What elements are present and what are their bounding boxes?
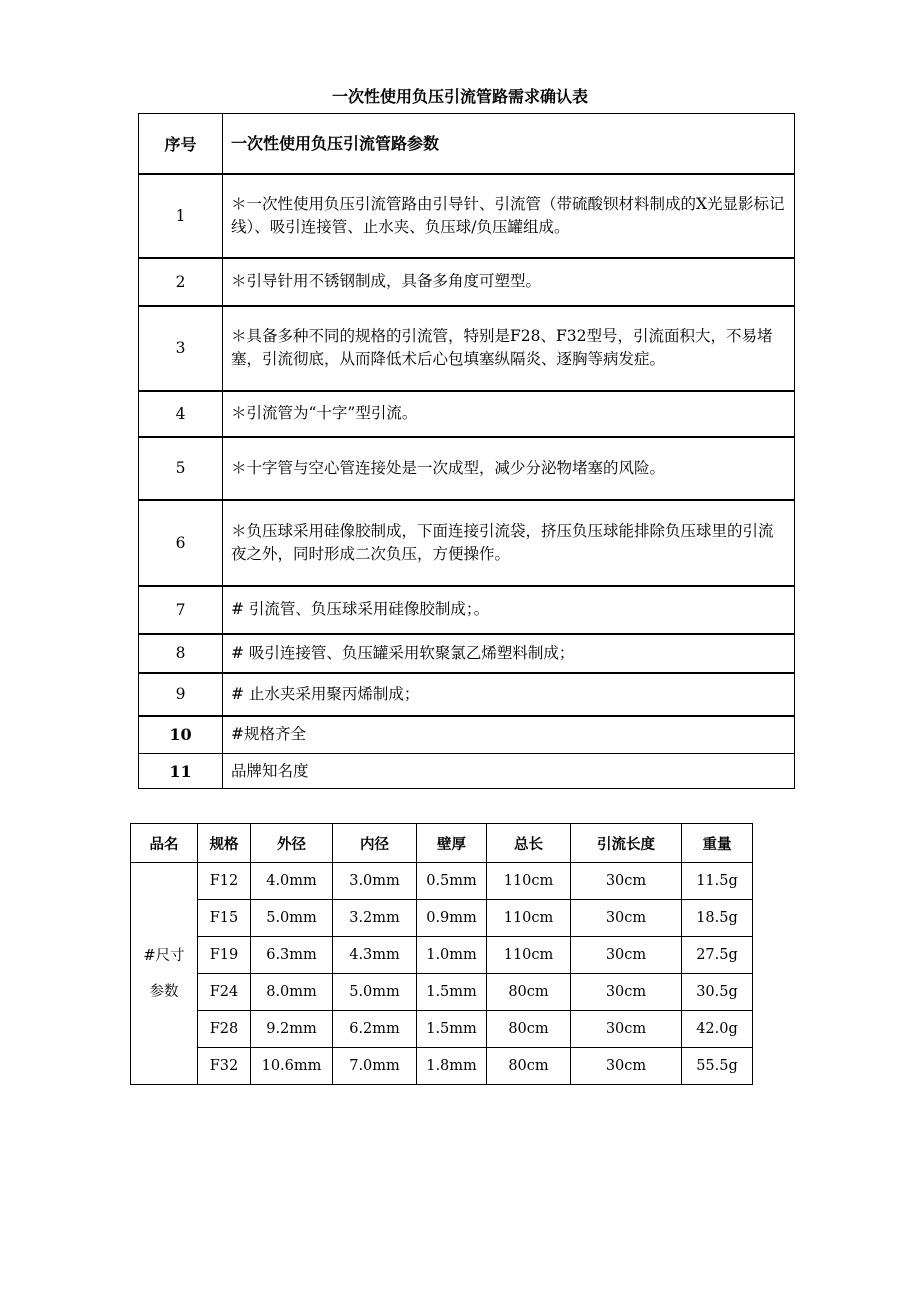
cell-wall-thickness: 1.5mm [417, 1011, 487, 1048]
cell-drainage-length: 30cm [571, 900, 682, 937]
cell-total-length: 110cm [487, 937, 571, 974]
row-text: ＊引导针用不锈钢制成，具备多角度可塑型。 [223, 258, 795, 306]
row-text: ＊一次性使用负压引流管路由引导针、引流管（带硫酸钡材料制成的X光显影标记线）、吸引连接管、止水夹、负压球/负压罐组成。 [223, 174, 795, 258]
row-number: 1 [139, 174, 223, 258]
row-text: # 引流管、负压球采用硅像胶制成；。 [223, 586, 795, 634]
table-row [139, 716, 795, 754]
cell-total-length: 110cm [487, 863, 571, 900]
page-title: 一次性使用负压引流管路需求确认表 [331, 87, 588, 106]
header-param: 一次性使用负压引流管路参数 [223, 114, 795, 174]
table-row [139, 634, 795, 673]
header-drainage-length: 引流长度 [571, 824, 682, 863]
cell-wall-thickness: 1.8mm [417, 1048, 487, 1085]
cell-weight: 11.5g [682, 863, 753, 900]
cell-total-length: 80cm [487, 1011, 571, 1048]
cell-outer-diameter: 8.0mm [251, 974, 333, 1011]
header-wall-thickness: 壁厚 [417, 824, 487, 863]
cell-total-length: 110cm [487, 900, 571, 937]
table-header-row [139, 114, 795, 174]
cell-wall-thickness: 0.5mm [417, 863, 487, 900]
cell-inner-diameter: 5.0mm [333, 974, 417, 1011]
size-row [131, 900, 753, 937]
header-inner-diameter: 内径 [333, 824, 417, 863]
cell-drainage-length: 30cm [571, 937, 682, 974]
row-number: 4 [139, 391, 223, 437]
cell-inner-diameter: 4.3mm [333, 937, 417, 974]
size-parameters-table [130, 823, 753, 1085]
cell-drainage-length: 30cm [571, 863, 682, 900]
size-row [131, 937, 753, 974]
cell-inner-diameter: 3.0mm [333, 863, 417, 900]
header-total-length: 总长 [487, 824, 571, 863]
row-text: #规格齐全 [223, 716, 795, 754]
cell-outer-diameter: 10.6mm [251, 1048, 333, 1085]
cell-outer-diameter: 9.2mm [251, 1011, 333, 1048]
row-number: 10 [139, 716, 223, 754]
table-row [139, 586, 795, 634]
requirements-table [138, 113, 795, 789]
row-number: 7 [139, 586, 223, 634]
size-row [131, 863, 753, 900]
table-row [139, 174, 795, 258]
cell-weight: 27.5g [682, 937, 753, 974]
cell-spec: F32 [198, 1048, 251, 1085]
group-label-line2: 参数 [149, 983, 179, 1000]
cell-wall-thickness: 1.5mm [417, 974, 487, 1011]
size-row [131, 1011, 753, 1048]
table-row [139, 500, 795, 586]
row-number: 6 [139, 500, 223, 586]
size-row [131, 1048, 753, 1085]
cell-spec: F15 [198, 900, 251, 937]
cell-spec: F24 [198, 974, 251, 1011]
row-text: 品牌知名度 [223, 754, 795, 789]
row-text: # 吸引连接管、负压罐采用软聚氯乙烯塑料制成； [223, 634, 795, 673]
cell-drainage-length: 30cm [571, 1011, 682, 1048]
row-number: 3 [139, 306, 223, 391]
header-weight: 重量 [682, 824, 753, 863]
row-text: ＊具备多种不同的规格的引流管，特别是F28、F32型号，引流面积大，不易堵塞，引流彻底，从而降低术后心包填塞纵隔炎、逐胸等病发症。 [223, 306, 795, 391]
size-table-header [131, 824, 753, 863]
row-text: ＊引流管为“十字”型引流。 [223, 391, 795, 437]
cell-spec: F28 [198, 1011, 251, 1048]
cell-wall-thickness: 0.9mm [417, 900, 487, 937]
cell-spec: F12 [198, 863, 251, 900]
cell-outer-diameter: 5.0mm [251, 900, 333, 937]
cell-inner-diameter: 3.2mm [333, 900, 417, 937]
row-number: 2 [139, 258, 223, 306]
row-number: 9 [139, 673, 223, 716]
cell-total-length: 80cm [487, 974, 571, 1011]
row-text: ＊负压球采用硅像胶制成，下面连接引流袋，挤压负压球能排除负压球里的引流夜之外，同时形成二次负压，方便操作。 [223, 500, 795, 586]
header-spec: 规格 [198, 824, 251, 863]
cell-weight: 55.5g [682, 1048, 753, 1085]
table-row [139, 258, 795, 306]
table-row [139, 673, 795, 716]
cell-outer-diameter: 4.0mm [251, 863, 333, 900]
header-product-name: 品名 [131, 824, 198, 863]
row-number: 5 [139, 437, 223, 500]
cell-weight: 42.0g [682, 1011, 753, 1048]
cell-wall-thickness: 1.0mm [417, 937, 487, 974]
cell-weight: 30.5g [682, 974, 753, 1011]
cell-drainage-length: 30cm [571, 974, 682, 1011]
cell-drainage-length: 30cm [571, 1048, 682, 1085]
header-no: 序号 [139, 114, 223, 174]
cell-total-length: 80cm [487, 1048, 571, 1085]
cell-weight: 18.5g [682, 900, 753, 937]
table-row [139, 391, 795, 437]
row-number: 8 [139, 634, 223, 673]
cell-inner-diameter: 7.0mm [333, 1048, 417, 1085]
cell-spec: F19 [198, 937, 251, 974]
header-outer-diameter: 外径 [251, 824, 333, 863]
row-number: 11 [139, 754, 223, 789]
table-row [139, 437, 795, 500]
table-row [139, 306, 795, 391]
group-label-line1: #尺寸 [143, 947, 185, 964]
row-text: # 止水夹采用聚丙烯制成； [223, 673, 795, 716]
row-text: ＊十字管与空心管连接处是一次成型，减少分泌物堵塞的风险。 [223, 437, 795, 500]
size-row [131, 974, 753, 1011]
table-row [139, 754, 795, 789]
cell-outer-diameter: 6.3mm [251, 937, 333, 974]
size-group-label [131, 863, 198, 1085]
cell-inner-diameter: 6.2mm [333, 1011, 417, 1048]
